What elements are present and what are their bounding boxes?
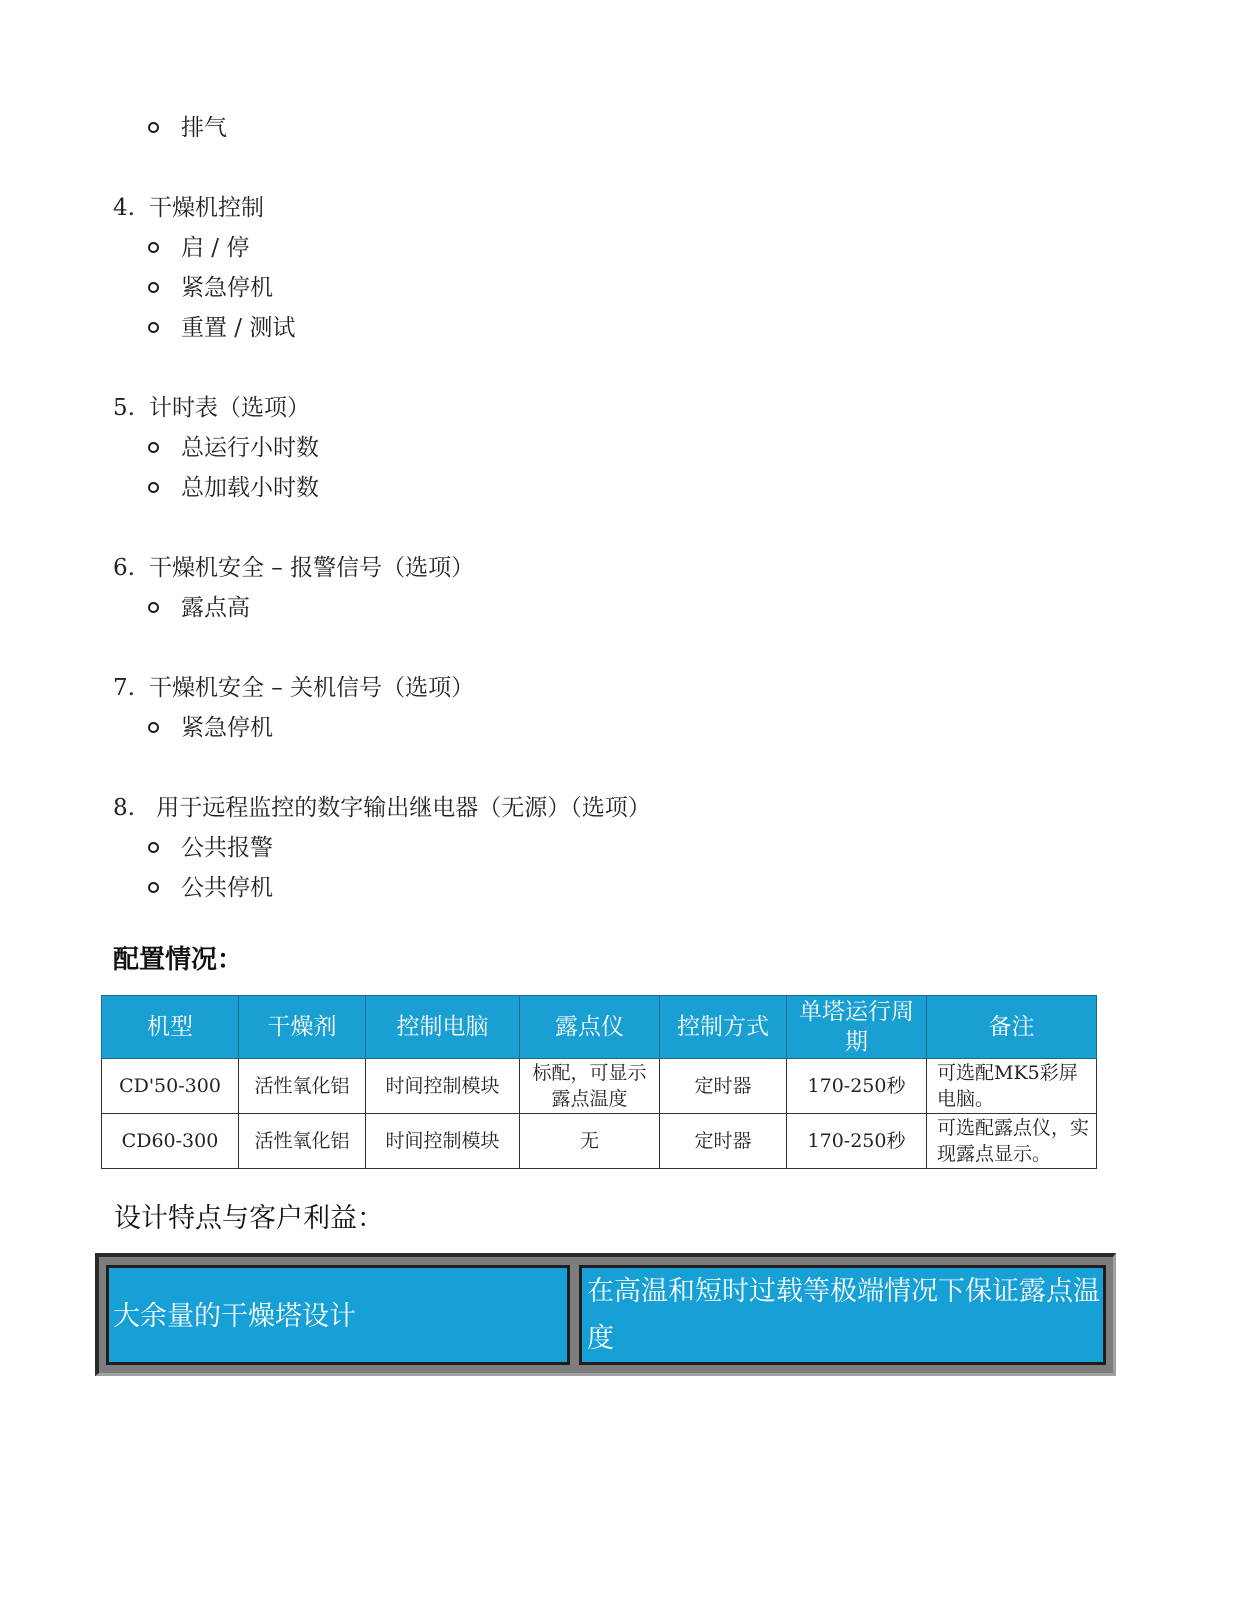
list-item-4: 4. 干燥机控制 bbox=[113, 195, 264, 221]
table-cell: 标配，可显示露点温度 bbox=[520, 1059, 660, 1114]
config-heading: 配置情况： bbox=[113, 945, 244, 975]
list-bullet: 重置 / 测试 bbox=[148, 313, 295, 343]
list-bullet: 公共停机 bbox=[148, 873, 273, 903]
bullet-circle-icon bbox=[148, 482, 159, 493]
bullet-circle-icon bbox=[148, 842, 159, 853]
list-item-5: 5. 计时表（选项） bbox=[113, 395, 310, 421]
list-bullet: 总运行小时数 bbox=[148, 433, 319, 463]
bullet-circle-icon bbox=[148, 602, 159, 613]
table-row bbox=[102, 1059, 1097, 1114]
list-bullet: 启 / 停 bbox=[148, 233, 249, 263]
table-row bbox=[102, 1114, 1097, 1169]
table-cell: 170-250秒 bbox=[787, 1114, 927, 1169]
features-heading: 设计特点与客户利益： bbox=[114, 1203, 384, 1234]
table-cell: CD'50-300 bbox=[102, 1059, 239, 1114]
bullet-circle-icon bbox=[148, 282, 159, 293]
table-cell: 无 bbox=[520, 1114, 660, 1169]
table-cell: 时间控制模块 bbox=[366, 1059, 520, 1114]
list-bullet: 露点高 bbox=[148, 593, 250, 623]
bullet-circle-icon bbox=[148, 242, 159, 253]
bullet-circle-icon bbox=[148, 882, 159, 893]
table-cell: 活性氧化铝 bbox=[239, 1114, 366, 1169]
feature-right-box: 在高温和短时过载等极端情况下保证露点温度 bbox=[579, 1265, 1106, 1365]
header-desiccant: 干燥剂 bbox=[239, 996, 366, 1059]
header-dewpoint-meter: 露点仪 bbox=[520, 996, 660, 1059]
bullet-circle-icon bbox=[148, 722, 159, 733]
list-item-7: 7. 干燥机安全 – 关机信号（选项） bbox=[113, 675, 475, 701]
list-bullet: 紧急停机 bbox=[148, 713, 273, 743]
table-header-row bbox=[102, 996, 1097, 1059]
table-cell: 时间控制模块 bbox=[366, 1114, 520, 1169]
list-item-8: 8. 用于远程监控的数字输出继电器（无源）（选项） bbox=[113, 795, 651, 821]
header-notes: 备注 bbox=[927, 996, 1097, 1059]
header-model: 机型 bbox=[102, 996, 239, 1059]
table-cell: 定时器 bbox=[660, 1059, 787, 1114]
table-cell: 可选配露点仪，实现露点显示。 bbox=[927, 1114, 1097, 1169]
list-bullet: 紧急停机 bbox=[148, 273, 273, 303]
table-cell: 活性氧化铝 bbox=[239, 1059, 366, 1114]
bullet-circle-icon bbox=[148, 442, 159, 453]
table-cell: CD60-300 bbox=[102, 1114, 239, 1169]
list-item-6: 6. 干燥机安全 – 报警信号（选项） bbox=[113, 555, 475, 581]
header-cycle: 单塔运行周期 bbox=[787, 996, 927, 1059]
table-cell: 可选配MK5彩屏电脑。 bbox=[927, 1059, 1097, 1114]
bullet-circle-icon bbox=[148, 322, 159, 333]
header-controller: 控制电脑 bbox=[366, 996, 520, 1059]
bullet-circle-icon bbox=[148, 122, 159, 133]
list-bullet: 总加载小时数 bbox=[148, 473, 319, 503]
list-bullet: 公共报警 bbox=[148, 833, 273, 863]
table-cell: 170-250秒 bbox=[787, 1059, 927, 1114]
config-table bbox=[101, 995, 1097, 1169]
list-bullet: 排气 bbox=[148, 113, 227, 143]
feature-left-box: 大余量的干燥塔设计 bbox=[106, 1265, 570, 1365]
table-cell: 定时器 bbox=[660, 1114, 787, 1169]
header-control-mode: 控制方式 bbox=[660, 996, 787, 1059]
